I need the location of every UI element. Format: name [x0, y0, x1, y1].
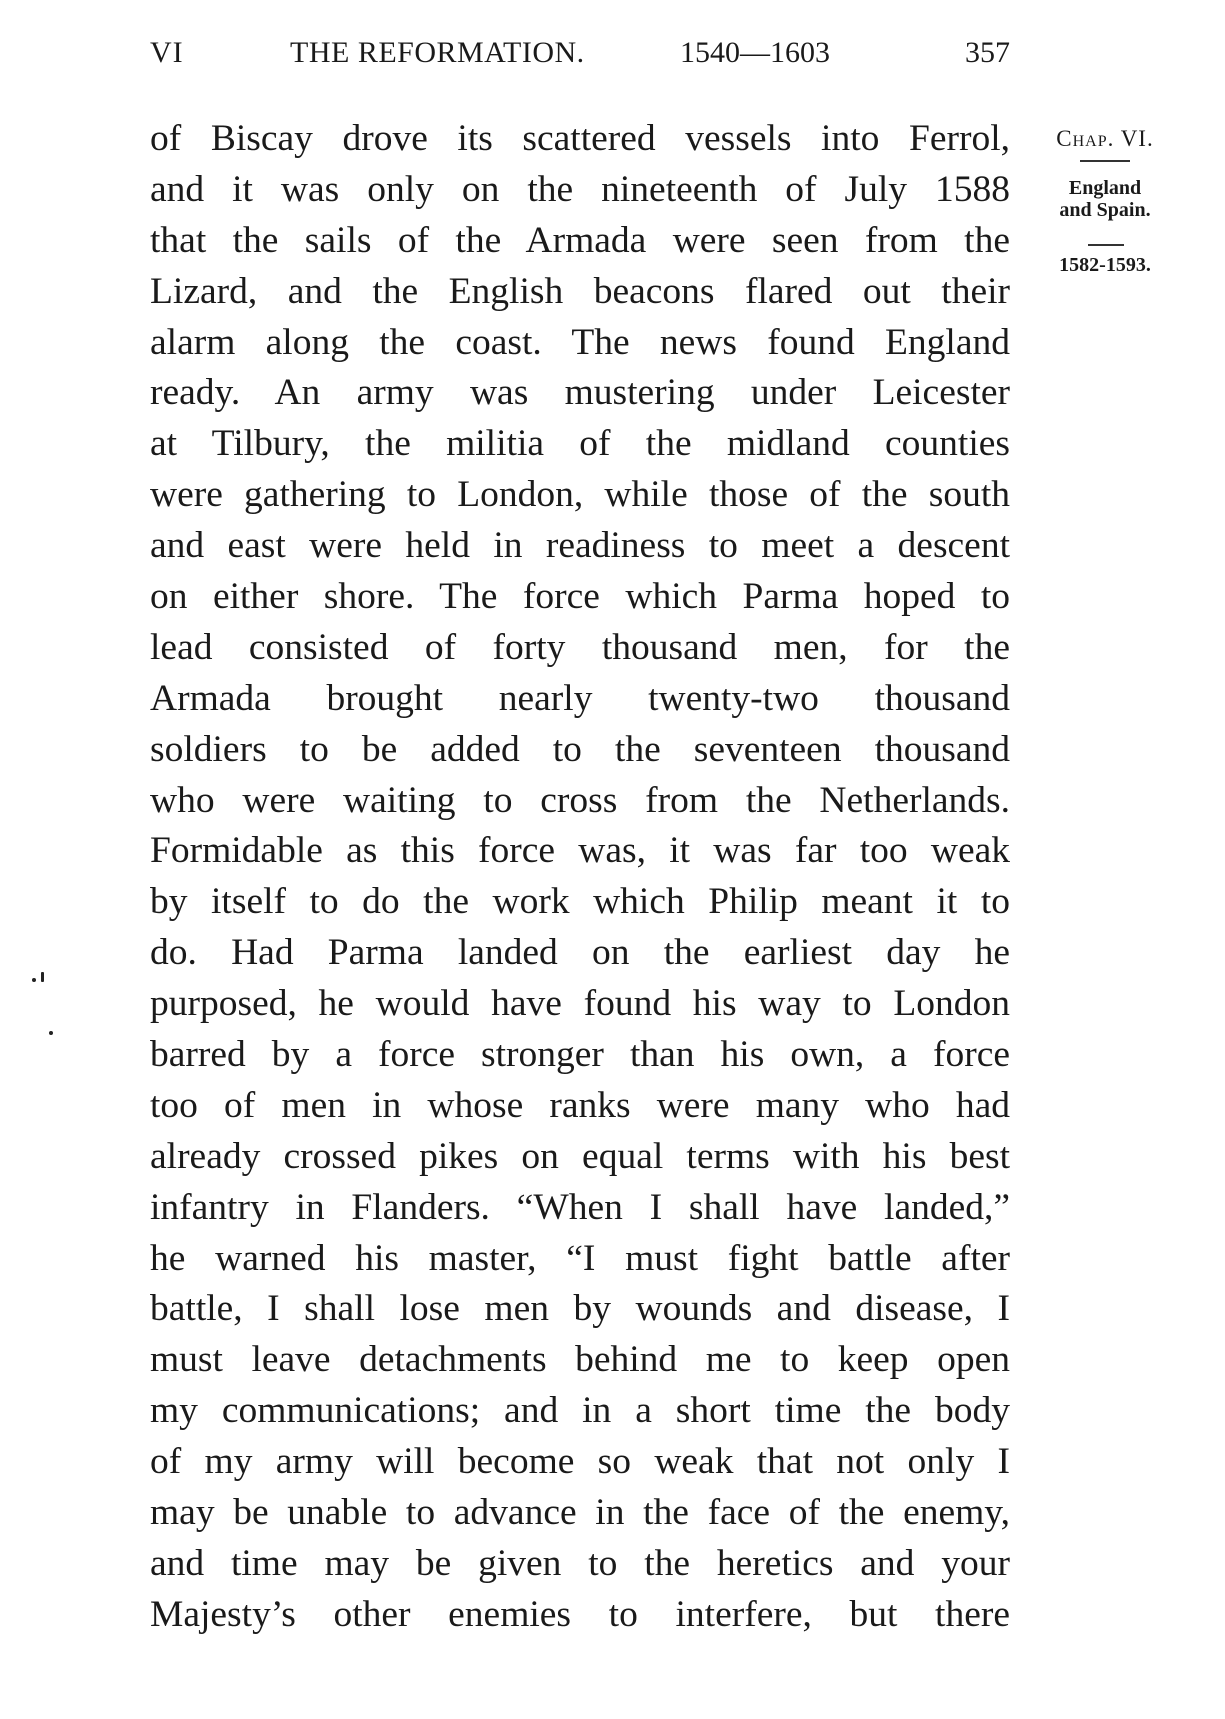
- margin-subject: [1025, 177, 1185, 221]
- text-line: Armada brought nearly twenty-two thousand: [150, 677, 1010, 719]
- header-title: THE REFORMATION.: [290, 36, 585, 69]
- text-line: and it was only on the nineteenth of July 1588: [150, 168, 1010, 210]
- text-line: by itself to do the work which Philip meant it to: [150, 881, 1010, 923]
- text-line: must leave detachments behind me to keep open: [150, 1339, 1010, 1381]
- margin-rule: [1088, 244, 1124, 246]
- text-line: he warned his master, “I must fight battle after: [150, 1237, 1010, 1279]
- text-line: of Biscay drove its scattered vessels into Ferrol,: [150, 118, 1010, 159]
- text-line: purposed, he would have found his way to London: [150, 983, 1010, 1025]
- text-line: of my army will become so weak that not only I: [150, 1441, 1010, 1483]
- text-line: ready. An army was mustering under Leicester: [150, 372, 1010, 414]
- text-line: Lizard, and the English beacons flared out their: [150, 270, 1010, 312]
- header-dates: 1540—1603: [680, 36, 830, 69]
- text-line: and east were held in readiness to meet a descent: [150, 525, 1010, 567]
- body-text: [150, 114, 1010, 1641]
- margin-subject-line2: and Spain.: [1059, 199, 1151, 221]
- page-blemish: [49, 1031, 53, 1035]
- text-line: already crossed pikes on equal terms with his best: [150, 1135, 1010, 1177]
- text-line: soldiers to be added to the seventeen thousand: [150, 728, 1010, 770]
- margin-years: 1582-1593.: [1059, 254, 1151, 276]
- text-line: infantry in Flanders. “When I shall have landed,”: [150, 1186, 1010, 1228]
- page-blemish: [32, 978, 36, 982]
- text-line: may be unable to advance in the face of the enemy,: [150, 1492, 1010, 1534]
- text-line: at Tilbury, the militia of the midland counties: [150, 423, 1010, 465]
- text-line: Formidable as this force was, it was far too weak: [150, 830, 1010, 872]
- text-line: on either shore. The force which Parma hoped to: [150, 576, 1010, 618]
- text-line: too of men in whose ranks were many who had: [150, 1084, 1010, 1126]
- margin-chapter-label: [1025, 126, 1185, 152]
- page-number: 357: [965, 36, 1010, 69]
- text-line: who were waiting to cross from the Netherlands.: [150, 779, 1010, 821]
- text-line: alarm along the coast. The news found England: [150, 321, 1010, 363]
- running-header: [150, 36, 1010, 86]
- text-line: barred by a force stronger than his own, a force: [150, 1034, 1010, 1076]
- margin-subject-line1: England: [1068, 177, 1142, 199]
- page-blemish: [41, 972, 44, 982]
- text-line: my communications; and in a short time the body: [150, 1390, 1010, 1432]
- text-line: that the sails of the Armada were seen from the: [150, 219, 1010, 261]
- text-line: Majesty’s other enemies to interfere, but there: [150, 1593, 1010, 1635]
- text-line: battle, I shall lose men by wounds and disease, I: [150, 1288, 1010, 1330]
- text-line: and time may be given to the heretics and your: [150, 1542, 1010, 1584]
- margin-rule: [1080, 160, 1130, 162]
- text-line: lead consisted of forty thousand men, for the: [150, 626, 1010, 668]
- text-line: were gathering to London, while those of the south: [150, 474, 1010, 516]
- margin-chapter-text: Chap. VI.: [1056, 126, 1154, 151]
- header-chapter: VI: [150, 36, 184, 69]
- text-line: do. Had Parma landed on the earliest day he: [150, 932, 1010, 974]
